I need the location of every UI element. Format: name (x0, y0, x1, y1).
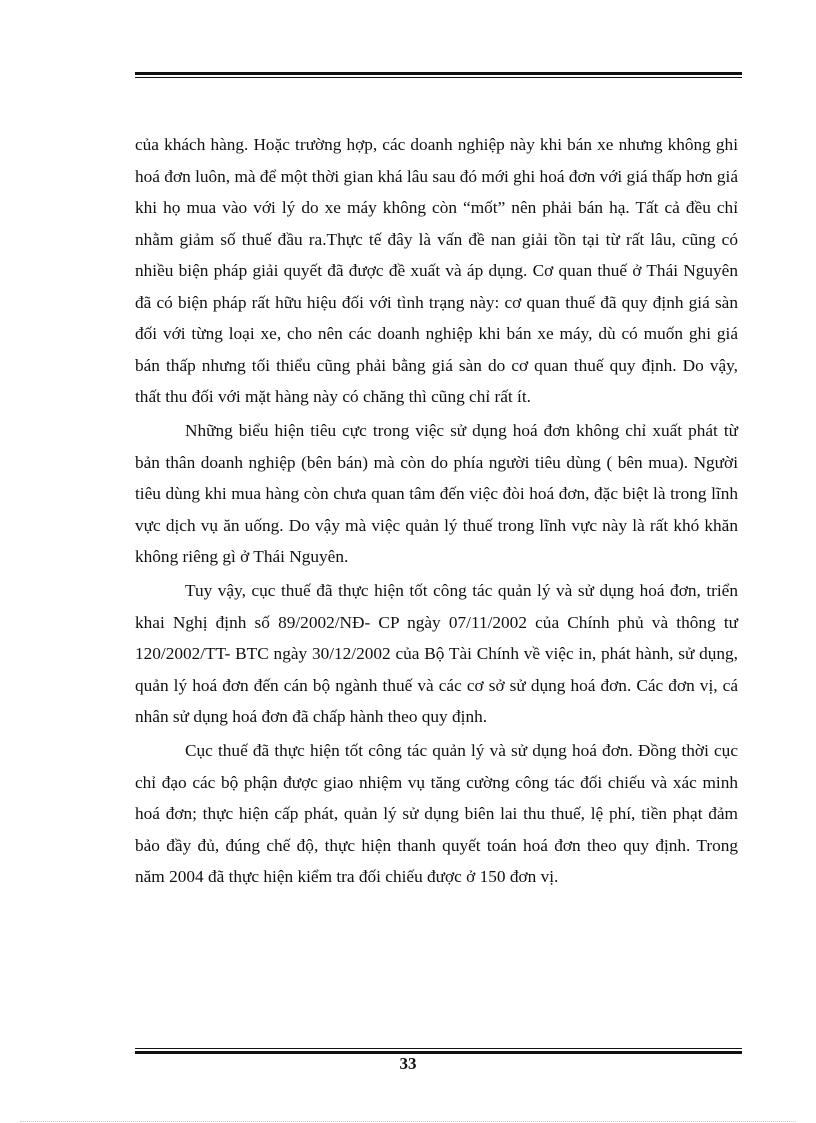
header-rule (135, 72, 742, 78)
document-body (135, 129, 738, 893)
page-edge-dots (20, 1121, 796, 1122)
paragraph-1: của khách hàng. Hoặc trường hợp, các doanh nghiệp này khi bán xe nhưng không ghi hoá đơn luôn, mà để một thời gian khá lâu sau đó mới ghi hoá đơn với giá thấp hơn giá khi họ mua vào với lý do xe máy không còn “mốt” nên phải bán hạ. Tất cả đều chỉ nhằm giảm số thuế đầu ra.Thực tế đây là vấn đề nan giải tồn tại từ rất lâu, cũng có nhiều biện pháp giải quyết đã được đề xuất và áp dụng. Cơ quan thuế ở Thái Nguyên đã có biện pháp rất hữu hiệu đối với tình trạng này: cơ quan thuế đã quy định giá sàn đối với từng loại xe, cho nên các doanh nghiệp khi bán xe máy, dù có muốn ghi giá bán thấp nhưng tối thiểu cũng phải bằng giá sàn do cơ quan thuế quy định. Do vậy, thất thu đối với mặt hàng này có chăng thì cũng chỉ rất ít. (135, 135, 738, 406)
paragraph-4: Cục thuế đã thực hiện tốt công tác quản lý và sử dụng hoá đơn. Đồng thời cục chỉ đạo các bộ phận được giao nhiệm vụ tăng cường công tác đối chiếu và xác minh hoá đơn; thực hiện cấp phát, quản lý sử dụng biên lai thu thuế, lệ phí, tiền phạt đảm bảo đầy đủ, đúng chế độ, thực hiện thanh quyết toán hoá đơn theo quy định. Trong năm 2004 đã thực hiện kiểm tra đối chiếu được ở 150 đơn vị. (135, 741, 738, 886)
page-number: 33 (399, 1054, 417, 1073)
paragraph-2: Những biểu hiện tiêu cực trong việc sử dụng hoá đơn không chỉ xuất phát từ bản thân doanh nghiệp (bên bán) mà còn do phía người tiêu dùng ( bên mua). Người tiêu dùng khi mua hàng còn chưa quan tâm đến việc đòi hoá đơn, đặc biệt là trong lĩnh vực dịch vụ ăn uống. Do vậy mà việc quản lý thuế trong lĩnh vực này là rất khó khăn không riêng gì ở Thái Nguyên. (135, 421, 738, 566)
paragraph-3: Tuy vậy, cục thuế đã thực hiện tốt công tác quản lý và sử dụng hoá đơn, triển khai Nghị định số 89/2002/NĐ- CP ngày 07/11/2002 của Chính phủ và thông tư 120/2002/TT- BTC ngày 30/12/2002 của Bộ Tài Chính về việc in, phát hành, sử dụng, quản lý hoá đơn đến cán bộ ngành thuế và các cơ sở sử dụng hoá đơn. Các đơn vị, cá nhân sử dụng hoá đơn đã chấp hành theo quy định. (135, 581, 738, 726)
